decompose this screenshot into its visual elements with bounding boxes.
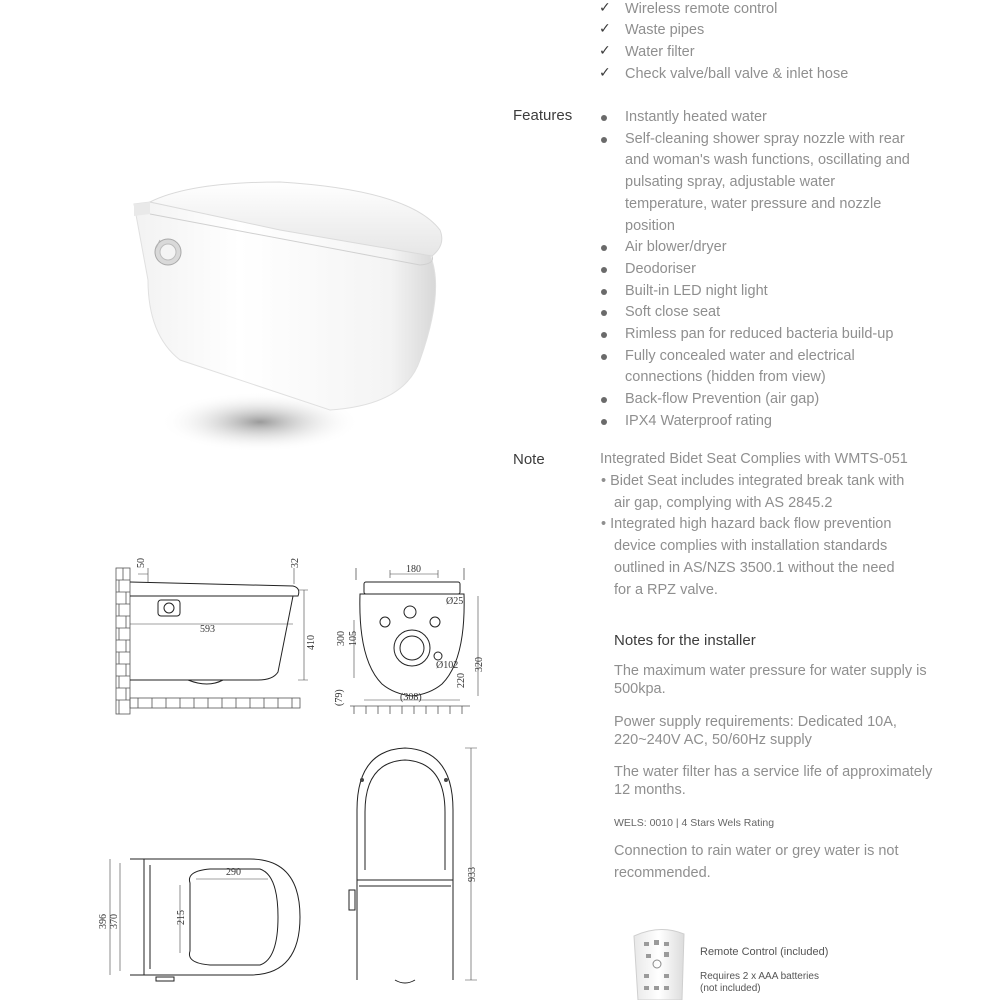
included-item: Waste pipes bbox=[625, 22, 705, 38]
bullet-icon bbox=[601, 310, 607, 316]
bullet-icon bbox=[601, 354, 607, 360]
dim-410: 410 bbox=[306, 635, 317, 650]
included-item: Water filter bbox=[625, 44, 695, 60]
dim-320: 320 bbox=[474, 657, 485, 672]
check-icon: ✓ bbox=[599, 43, 611, 59]
remote-batteries-note: (not included) bbox=[700, 983, 761, 994]
check-icon: ✓ bbox=[599, 65, 611, 81]
feature-item-line: connections (hidden from view) bbox=[625, 369, 826, 386]
remote-control-image bbox=[620, 920, 700, 1000]
wels-rating: WELS: 0010 | 4 Stars Wels Rating bbox=[614, 817, 775, 829]
dim-593: 593 bbox=[200, 624, 215, 635]
side-elevation-drawing bbox=[108, 560, 318, 720]
dim-79: (79) bbox=[334, 689, 345, 706]
check-icon: ✓ bbox=[599, 0, 611, 16]
toilet-product-image bbox=[120, 160, 460, 460]
feature-item-line: IPX4 Waterproof rating bbox=[625, 412, 772, 429]
dim-220: 220 bbox=[456, 673, 467, 688]
bullet-icon bbox=[601, 115, 607, 121]
note-point-line: device complies with installation standards bbox=[614, 538, 888, 555]
note-point-line: outlined in AS/NZS 3500.1 without the need bbox=[614, 559, 895, 576]
dim-32: 32 bbox=[290, 558, 301, 568]
check-icon: ✓ bbox=[599, 21, 611, 37]
bullet-icon bbox=[601, 289, 607, 295]
bullet-icon bbox=[601, 137, 607, 143]
feature-item-line: Built-in LED night light bbox=[625, 282, 768, 299]
dim-370: 370 bbox=[109, 914, 120, 929]
included-item: Wireless remote control bbox=[625, 1, 778, 17]
feature-item-line: Air blower/dryer bbox=[625, 239, 727, 256]
dim-933: 933 bbox=[467, 867, 478, 882]
bullet-icon bbox=[601, 245, 607, 251]
dim-308: (308) bbox=[400, 692, 422, 703]
installer-filter-note: The water filter has a service life of approximately 12 months. bbox=[614, 764, 933, 798]
note-point-line: • Integrated high hazard back flow prevention bbox=[601, 516, 892, 533]
dim-25: Ø25 bbox=[446, 596, 464, 607]
installer-pressure-note: The maximum water pressure for water supply is 500kpa. bbox=[614, 663, 927, 697]
installer-water-note: Connection to rain water or grey water is not recommended. bbox=[614, 843, 899, 881]
feature-item-line: Rimless pan for reduced bacteria build-up bbox=[625, 326, 894, 342]
feature-item-line: Back-flow Prevention (air gap) bbox=[625, 391, 820, 408]
remote-batteries: Requires 2 x AAA batteries bbox=[700, 971, 819, 982]
feature-item-line: temperature, water pressure and nozzle bbox=[625, 195, 882, 212]
feature-item-line: and woman's wash functions, oscillating and bbox=[625, 152, 910, 169]
front-elevation-drawing bbox=[330, 560, 490, 720]
included-item: Check valve/ball valve & inlet hose bbox=[625, 66, 849, 82]
remote-caption: Remote Control (included) bbox=[700, 946, 829, 958]
dim-50: 50 bbox=[136, 558, 147, 568]
feature-item-line: position bbox=[625, 217, 675, 234]
plan-view-drawing bbox=[100, 845, 310, 995]
note-label: Note bbox=[513, 451, 545, 468]
note-point-line: • Bidet Seat includes integrated break tank with bbox=[601, 473, 905, 489]
feature-item-line: Fully concealed water and electrical bbox=[625, 347, 855, 364]
dim-180: 180 bbox=[406, 564, 421, 575]
note-intro: Integrated Bidet Seat Complies with WMTS-051 bbox=[600, 451, 908, 467]
bullet-icon bbox=[601, 332, 607, 338]
dim-215: 215 bbox=[176, 910, 187, 925]
feature-item-line: Soft close seat bbox=[625, 304, 721, 321]
top-view-drawing bbox=[345, 740, 485, 990]
features-label: Features bbox=[513, 107, 573, 124]
feature-item-line: Self-cleaning shower spray nozzle with rear bbox=[625, 130, 905, 147]
bullet-icon bbox=[601, 267, 607, 273]
installer-power-note: Power supply requirements: Dedicated 10A, 220~240V AC, 50/60Hz supply bbox=[614, 714, 897, 748]
installer-heading: Notes for the installer bbox=[614, 632, 756, 649]
dim-290: 290 bbox=[226, 867, 241, 878]
feature-item-line: Deodoriser bbox=[625, 260, 696, 277]
bullet-icon bbox=[601, 397, 607, 403]
note-point-line: for a RPZ valve. bbox=[614, 581, 718, 598]
bullet-icon bbox=[601, 419, 607, 425]
feature-item-line: Instantly heated water bbox=[625, 109, 767, 125]
dim-396: 396 bbox=[98, 914, 109, 929]
dim-105: 105 bbox=[348, 631, 359, 646]
dim-102: Ø102 bbox=[436, 660, 459, 671]
dim-300: 300 bbox=[336, 631, 347, 646]
feature-item-line: pulsating spray, adjustable water bbox=[625, 174, 836, 191]
note-point-line: air gap, complying with AS 2845.2 bbox=[614, 494, 833, 511]
